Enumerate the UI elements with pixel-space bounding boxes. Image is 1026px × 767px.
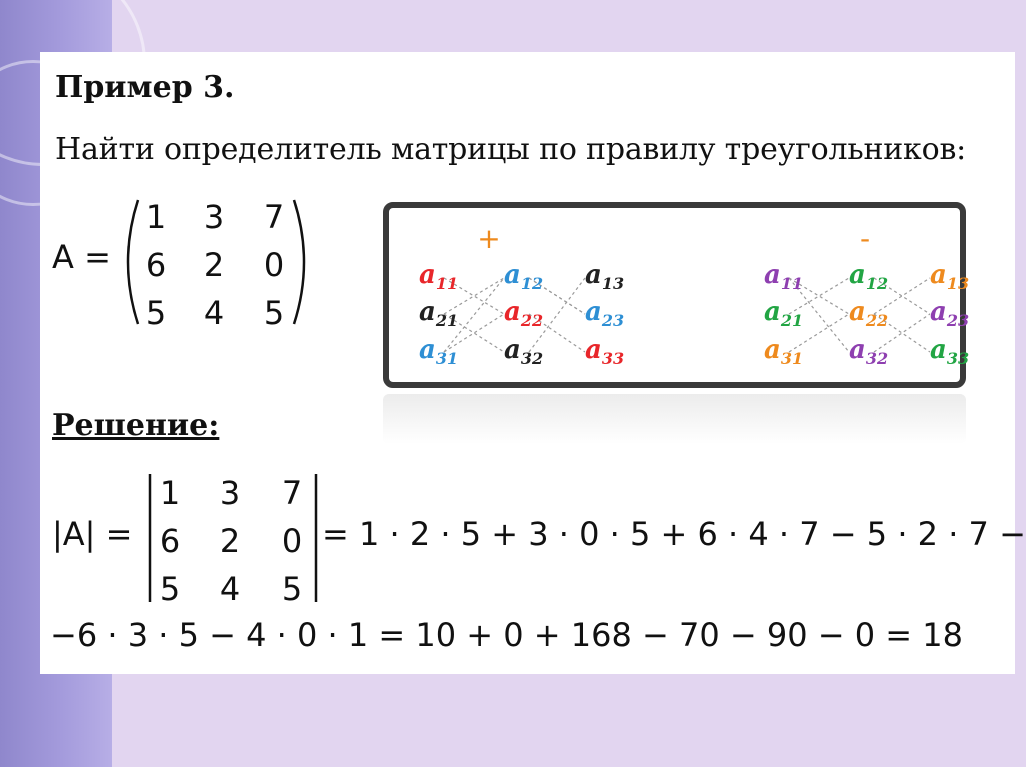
task-text: Найти определитель матрицы по правилу треугольников: <box>55 132 967 167</box>
matrix-cell: 3 <box>203 198 225 236</box>
minus-element-a11: $a_{11}$ <box>764 260 804 293</box>
matrix-a <box>116 192 316 332</box>
matrix-cell: 1 <box>145 198 167 236</box>
determinant-matrix <box>146 468 326 608</box>
example-title: Пример 3. <box>55 70 235 105</box>
matrix-label: A = <box>52 238 111 276</box>
matrix-cell: 5 <box>145 294 167 332</box>
slide-content <box>40 52 1026 674</box>
matrix-cell: 4 <box>203 294 225 332</box>
plus-element-a22: $a_{22}$ <box>504 297 544 330</box>
det-cell: 4 <box>219 570 241 608</box>
solution-heading: Решение: <box>52 408 220 443</box>
triangle-rule-diagram <box>383 202 970 388</box>
plus-element-a33: $a_{33}$ <box>585 335 625 368</box>
det-cell: 1 <box>159 474 181 512</box>
plus-element-a32: $a_{32}$ <box>504 335 544 368</box>
minus-sign: - <box>859 222 871 255</box>
det-cell: 7 <box>281 474 303 512</box>
matrix-cell: 7 <box>263 198 285 236</box>
det-cell: 2 <box>219 522 241 560</box>
matrix-cell: 5 <box>263 294 285 332</box>
plus-element-a31: $a_{31}$ <box>419 335 459 368</box>
minus-element-a22: $a_{22}$ <box>849 297 889 330</box>
left-parenthesis <box>128 200 138 324</box>
minus-element-a31: $a_{31}$ <box>764 335 804 368</box>
expression-line-2: −6 · 3 · 5 − 4 · 0 · 1 = 10 + 0 + 168 − 70 − 90 − 0 = 18 <box>50 616 963 654</box>
determinant-label: |A| = <box>52 515 133 553</box>
minus-element-a12: $a_{12}$ <box>849 260 889 293</box>
minus-element-grid <box>764 260 969 368</box>
plus-element-a23: $a_{23}$ <box>585 297 625 330</box>
matrix-cell: 0 <box>263 246 285 284</box>
minus-element-a23: $a_{23}$ <box>930 297 970 330</box>
minus-element-a32: $a_{32}$ <box>849 335 889 368</box>
plus-sign: + <box>477 222 501 255</box>
right-parenthesis <box>294 200 304 324</box>
det-cell: 0 <box>281 522 303 560</box>
matrix-cell: 6 <box>145 246 167 284</box>
det-cell: 3 <box>219 474 241 512</box>
plus-element-a12: $a_{12}$ <box>504 260 544 293</box>
minus-element-a33: $a_{33}$ <box>930 335 970 368</box>
diagram-reflection <box>383 394 966 444</box>
plus-element-grid <box>419 260 624 368</box>
plus-element-a21: $a_{21}$ <box>419 297 459 330</box>
det-cell: 6 <box>159 522 181 560</box>
minus-element-a13: $a_{13}$ <box>930 260 970 293</box>
det-cell: 5 <box>159 570 181 608</box>
triangle-rule-svg <box>389 208 970 382</box>
expression-line-1: = 1 · 2 · 5 + 3 · 0 · 5 + 6 · 4 · 7 − 5 · 2 · 7 − <box>322 515 1026 553</box>
matrix-cell: 2 <box>203 246 225 284</box>
det-cell: 5 <box>281 570 303 608</box>
minus-element-a21: $a_{21}$ <box>764 297 804 330</box>
plus-element-a11: $a_{11}$ <box>419 260 459 293</box>
plus-element-a13: $a_{13}$ <box>585 260 625 293</box>
